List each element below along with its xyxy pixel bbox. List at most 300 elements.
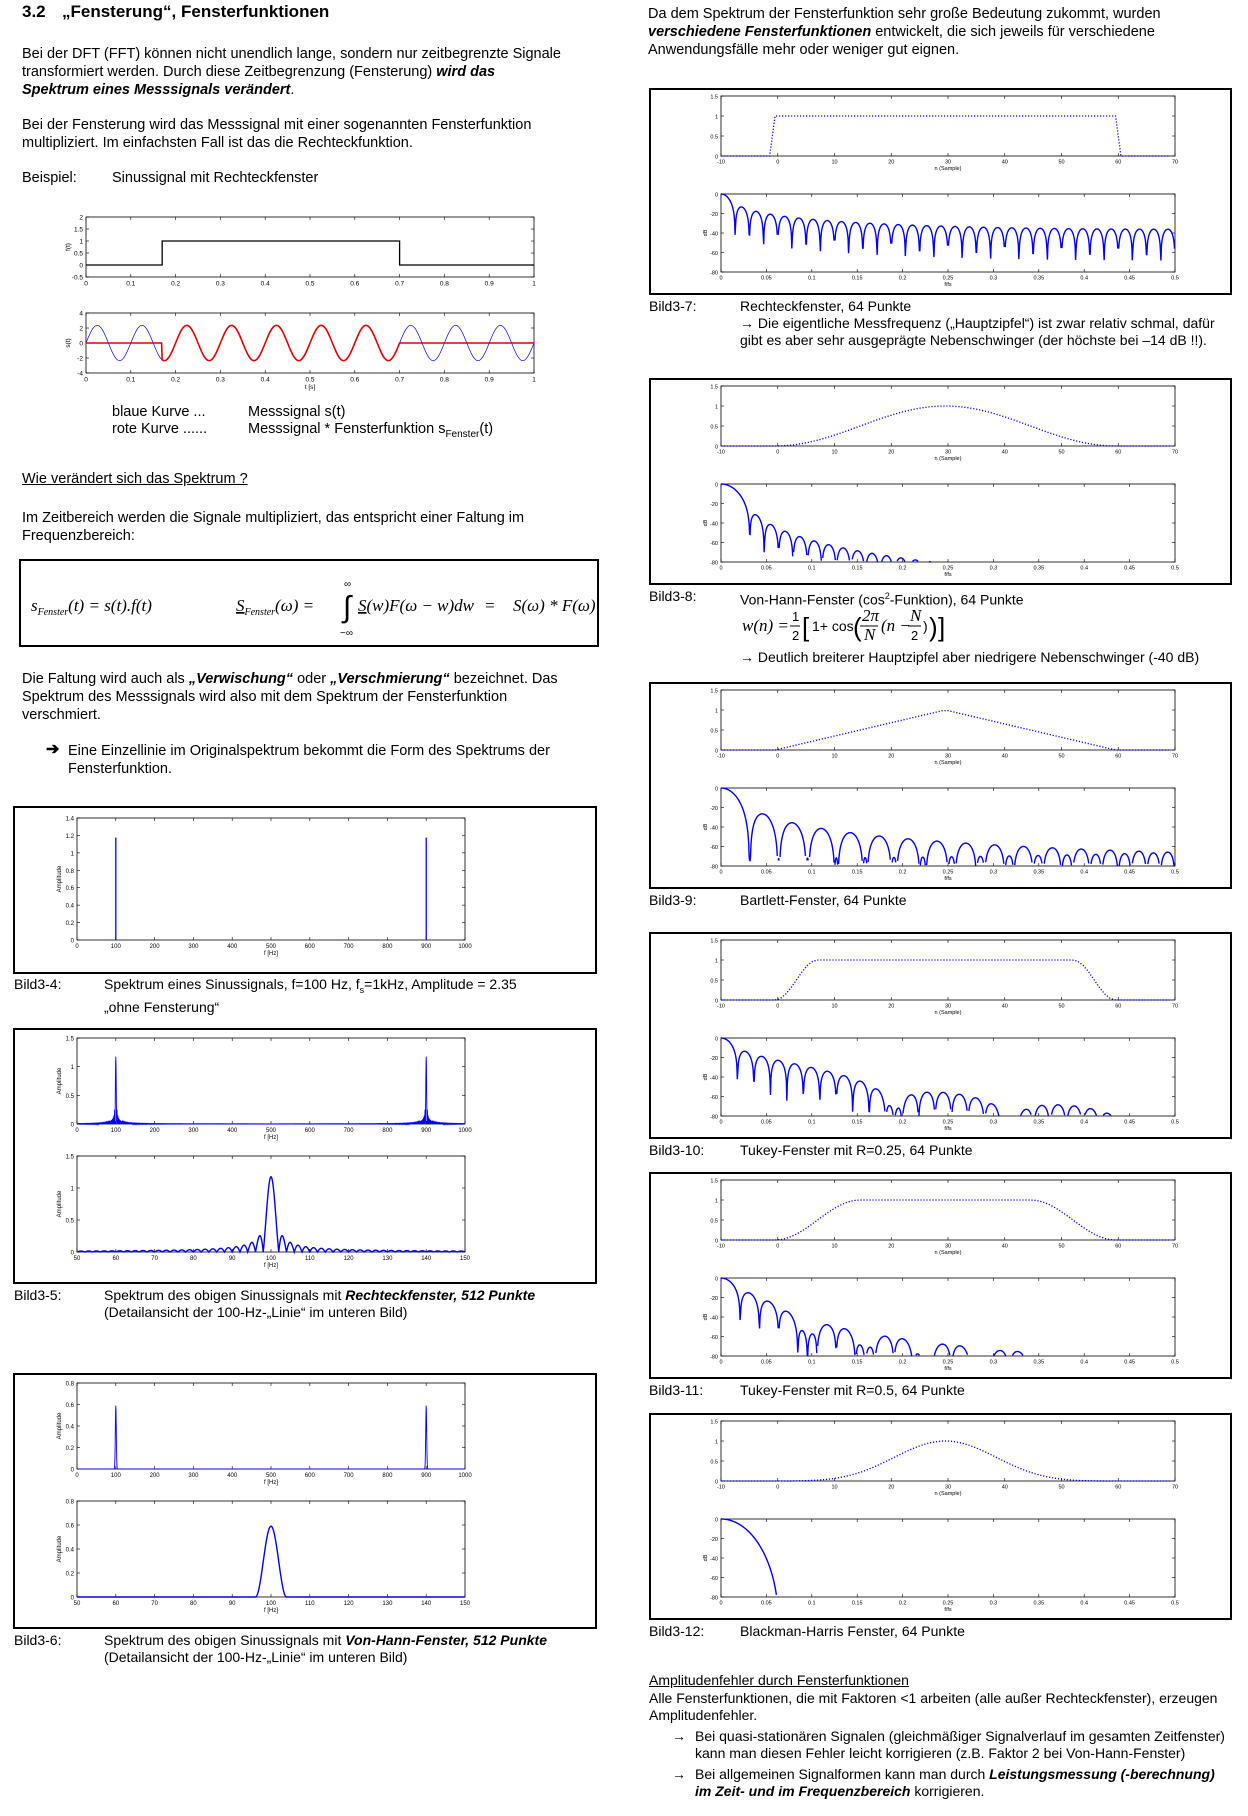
figure-bild3-11 xyxy=(649,1172,1232,1379)
bracket-right: ] xyxy=(938,612,946,642)
text-span: oder xyxy=(293,671,331,687)
x-tick-label: 0.45 xyxy=(1124,1359,1135,1366)
figure-bild3-9 xyxy=(649,682,1232,889)
x-axis-label: n (Sample) xyxy=(934,166,962,172)
x-tick-label: 0 xyxy=(776,1243,780,1250)
x-tick-label: 30 xyxy=(944,753,952,760)
x-tick-label: 1000 xyxy=(458,944,472,950)
text-span: bezeichnet. Das xyxy=(449,671,558,687)
y-tick-label: -4 xyxy=(77,370,83,378)
amp-bullet-1 xyxy=(695,1728,1240,1762)
x-tick-label: 110 xyxy=(305,1601,315,1607)
y-tick-label: 0.5 xyxy=(65,1218,74,1225)
x-tick-label: 70 xyxy=(1171,1243,1179,1250)
y-tick-label: -80 xyxy=(710,1354,718,1361)
plot-frame xyxy=(721,484,1175,562)
x-tick-label: 10 xyxy=(831,1243,838,1250)
y-tick-label: 0 xyxy=(70,1467,74,1474)
x-tick-label: 600 xyxy=(304,944,315,950)
y-tick-label: -60 xyxy=(710,251,718,257)
text-span: korrigieren. xyxy=(910,1783,985,1799)
x-axis-label: n (Sample) xyxy=(934,1010,962,1016)
y-tick-label: -60 xyxy=(710,1095,718,1101)
emphasis: Von-Hann-Fenster, 512 Punkte xyxy=(345,1632,547,1648)
legend-blue-desc: Messsignal s(t) xyxy=(248,404,346,420)
caption-number: Bild3-4: xyxy=(14,976,62,992)
caption-number: Bild3-9: xyxy=(649,892,697,908)
text-line: Fensterfunktion. xyxy=(68,761,172,777)
x-tick-label: 60 xyxy=(1115,1243,1122,1250)
y-tick-label: 0 xyxy=(714,1276,718,1283)
x-tick-label: 70 xyxy=(151,1256,158,1262)
x-tick-label: 70 xyxy=(1171,1484,1179,1491)
x-tick-label: 0.2 xyxy=(898,275,907,282)
legend-red: rote Kurve ...... xyxy=(112,421,208,437)
plot-frame xyxy=(721,1038,1175,1116)
x-tick-label: 130 xyxy=(382,1256,393,1262)
tukey-05-window-chart xyxy=(651,1174,1230,1377)
y-axis-label: dB xyxy=(703,519,709,527)
paren-right: ) xyxy=(929,612,938,642)
y-tick-label: 0 xyxy=(714,192,718,199)
y-tick-label: -80 xyxy=(710,864,718,871)
x-tick-label: 0.9 xyxy=(484,280,494,288)
formula-2pi: 2π xyxy=(862,606,880,625)
x-tick-label: 1000 xyxy=(458,1128,472,1134)
subscript: s xyxy=(359,984,365,995)
x-tick-label: 0.2 xyxy=(898,1359,907,1366)
x-tick-label: 0.45 xyxy=(1124,275,1135,282)
superscript: 2 xyxy=(884,591,890,601)
x-tick-label: 0.5 xyxy=(1171,1600,1179,1607)
text-span: Messsignal * Fensterfunktion s xyxy=(248,421,446,437)
y-tick-label: 2 xyxy=(79,325,83,333)
x-tick-label: 0 xyxy=(719,565,723,572)
y-tick-label: 0 xyxy=(79,340,83,348)
x-tick-label: 0.4 xyxy=(260,376,270,384)
x-tick-label: 0.05 xyxy=(761,869,772,876)
integral-upper: ∞ xyxy=(344,579,352,590)
x-axis-label: f/fs xyxy=(944,282,952,288)
text-line: Rechteckfenster, 64 Punkte xyxy=(740,298,912,314)
x-tick-label: 0.4 xyxy=(1080,1119,1089,1126)
bild3-5-chart xyxy=(15,1030,595,1282)
formula-cos: 1+ cos xyxy=(812,618,854,634)
plot-frame xyxy=(721,940,1175,1000)
x-tick-label: 0 xyxy=(776,1003,780,1010)
y-tick-label: -20 xyxy=(710,212,718,218)
plot-frame xyxy=(77,1383,465,1469)
text-line: Anwendungsfälle mehr oder weniger gut eignen. xyxy=(648,42,960,58)
emphasis: Leistungsmessung (-berechnung) xyxy=(989,1766,1215,1782)
x-tick-label: 50 xyxy=(1058,1243,1065,1250)
caption-number: Bild3-8: xyxy=(649,588,697,604)
x-tick-label: 0.5 xyxy=(1171,1119,1179,1126)
caption-bild3-8-note: → Deutlich breiterer Hauptzipfel aber niedrigere Nebenschwinger (-40 dB) xyxy=(740,649,1200,665)
emphasis: verschiedene Fensterfunktionen xyxy=(648,24,872,40)
x-tick-label: 0.2 xyxy=(898,1600,907,1607)
y-tick-label: -60 xyxy=(710,1335,718,1341)
x-axis-label: f [Hz] xyxy=(263,951,279,957)
hann-formula xyxy=(740,604,960,648)
x-axis-label: f/fs xyxy=(944,1366,952,1372)
x-tick-label: 50 xyxy=(1058,449,1065,456)
text-line: (Detailansicht der 100-Hz-„Linie“ im unteren Bild) xyxy=(104,1304,408,1320)
x-tick-label: 100 xyxy=(110,944,121,950)
formula-frac-num: 1 xyxy=(792,609,800,624)
x-tick-label: 0.35 xyxy=(1033,1600,1045,1607)
x-tick-label: 0.3 xyxy=(989,275,998,282)
x-axis-label: n (Sample) xyxy=(934,1491,962,1497)
formula-integrand: S(w)F(ω − w)dw xyxy=(358,596,475,615)
text-line: gibt es aber sehr ausgeprägte Nebenschwinger (der höchste bei –14 dB !!). xyxy=(740,332,1207,348)
y-tick-label: -40 xyxy=(710,1556,718,1563)
window-paragraph xyxy=(22,116,622,152)
x-tick-label: 50 xyxy=(73,1601,81,1607)
formula-n-minus: (n − xyxy=(881,616,911,635)
x-axis-label: f [Hz] xyxy=(263,1135,279,1141)
y-tick-label: 1.5 xyxy=(710,384,718,391)
x-tick-label: 20 xyxy=(888,1003,895,1010)
signal-plot xyxy=(65,311,536,392)
caption-number: Bild3-6: xyxy=(14,1632,62,1648)
x-tick-label: 0.1 xyxy=(126,280,136,288)
x-tick-label: 60 xyxy=(112,1601,120,1607)
x-tick-label: 30 xyxy=(944,449,952,456)
x-tick-label: 0.5 xyxy=(1171,869,1179,876)
x-tick-label: 60 xyxy=(1115,449,1122,456)
y-tick-label: 4 xyxy=(79,310,83,318)
example-chart xyxy=(60,205,560,391)
x-tick-label: 400 xyxy=(227,1128,238,1134)
text-line: → Die eigentliche Messfrequenz („Hauptzipfel“) ist zwar relativ schmal, dafür xyxy=(740,315,1215,331)
arrow-paragraph xyxy=(68,742,608,778)
y-tick-label: 0 xyxy=(714,482,718,489)
x-tick-label: 0.05 xyxy=(761,1119,772,1126)
y-tick-label: -80 xyxy=(710,560,718,567)
x-axis-label: n (Sample) xyxy=(934,1250,962,1256)
y-tick-label: 1.5 xyxy=(710,1419,718,1426)
text-line: Amplitudenfehler. xyxy=(649,1707,758,1723)
x-tick-label: 100 xyxy=(110,1473,121,1479)
x-tick-label: 500 xyxy=(265,1473,277,1479)
x-tick-label: 0.45 xyxy=(1124,869,1135,876)
y-tick-label: 0.6 xyxy=(65,1403,74,1409)
plot-frame xyxy=(77,1156,465,1252)
formula-frac-den: 2 xyxy=(792,628,800,643)
x-tick-label: 40 xyxy=(1001,1243,1008,1250)
y-axis-label: f(t) xyxy=(65,243,72,251)
formula-right-lhs: $S_{Fenster}(\omega)$ = xyxy=(236,596,315,618)
x-tick-label: 700 xyxy=(343,1128,354,1134)
x-tick-label: 0.8 xyxy=(439,376,449,384)
y-tick-label: -20 xyxy=(710,1537,718,1543)
x-tick-label: 0.5 xyxy=(1171,565,1179,572)
text-span: -Funktion), 64 Punkte xyxy=(889,591,1024,608)
x-tick-label: 70 xyxy=(151,1601,158,1607)
x-tick-label: 0 xyxy=(719,1359,723,1366)
intro-paragraph xyxy=(22,45,622,99)
integral-lower: −∞ xyxy=(340,628,353,639)
plot-frame xyxy=(721,1519,1175,1597)
x-tick-label: 0.2 xyxy=(898,565,907,572)
y-tick-label: -40 xyxy=(710,825,718,832)
x-tick-label: 200 xyxy=(149,1473,160,1479)
x-tick-label: 0.1 xyxy=(807,1359,816,1366)
text-line: Im Zeitbereich werden die Signale multipliziert, das entspricht einer Faltung im xyxy=(22,510,525,526)
figure-bild3-6 xyxy=(13,1373,597,1629)
text-span: Von-Hann-Fenster (cos xyxy=(740,591,885,608)
x-tick-label: 40 xyxy=(1001,449,1008,456)
x-tick-label: 1 xyxy=(532,376,536,384)
plot-frame xyxy=(721,1421,1175,1481)
y-tick-label: 0.4 xyxy=(65,1424,74,1431)
y-tick-label: 0 xyxy=(714,154,718,161)
x-tick-label: 0.35 xyxy=(1033,1119,1045,1126)
figure-bild3-12 xyxy=(649,1413,1232,1620)
text-span: Die Faltung wird auch als xyxy=(22,671,189,687)
formula-N2: N xyxy=(910,606,922,625)
x-tick-label: 10 xyxy=(831,753,838,760)
y-tick-label: -20 xyxy=(710,806,718,812)
bild3-4-chart xyxy=(15,808,595,972)
x-tick-label: 0.4 xyxy=(260,280,270,288)
x-tick-label: 800 xyxy=(382,944,393,950)
caption-bild3-4 xyxy=(104,976,604,1016)
y-tick-label: -40 xyxy=(710,231,718,238)
y-axis-label: Amplitude xyxy=(57,1412,63,1440)
x-tick-label: 0.4 xyxy=(1080,565,1089,572)
text-span: entwickelt, die sich jeweils für verschiedene xyxy=(871,24,1155,40)
x-tick-label: 0.1 xyxy=(807,1119,816,1126)
y-tick-label: 0.5 xyxy=(710,1218,718,1225)
x-tick-label: 1000 xyxy=(458,1473,472,1479)
x-tick-label: 0.05 xyxy=(761,1359,772,1366)
y-tick-label: 1.5 xyxy=(65,1036,74,1043)
y-tick-label: -60 xyxy=(710,845,718,851)
y-tick-label: -20 xyxy=(710,502,718,508)
caption-number: Bild3-10: xyxy=(649,1142,705,1158)
y-axis-label: dB xyxy=(703,1554,709,1562)
x-tick-label: 10 xyxy=(831,1484,838,1491)
x-tick-label: 0.35 xyxy=(1033,1359,1045,1366)
y-tick-label: 1 xyxy=(714,1439,718,1446)
x-tick-label: 0.5 xyxy=(305,376,315,384)
amp-bullet-2 xyxy=(695,1766,1240,1800)
x-tick-label: -10 xyxy=(717,449,725,456)
y-tick-label: 0 xyxy=(70,1250,74,1257)
text-span: Spektrum des obigen Sinussignals mit xyxy=(104,1287,346,1303)
x-tick-label: 0.25 xyxy=(942,275,954,282)
x-tick-label: -10 xyxy=(717,1003,725,1010)
x-tick-label: 0 xyxy=(776,753,780,760)
y-axis-label: Amplitude xyxy=(57,1535,63,1563)
bartlett-window-chart xyxy=(651,684,1230,887)
y-tick-label: 1 xyxy=(70,1186,74,1193)
x-tick-label: 0.9 xyxy=(484,376,494,384)
x-tick-label: 90 xyxy=(228,1601,236,1607)
y-tick-label: 0.8 xyxy=(65,1499,74,1506)
integral-sign: ∫ xyxy=(343,591,352,624)
x-tick-label: 0.1 xyxy=(126,376,136,384)
x-tick-label: 300 xyxy=(188,1128,199,1134)
y-tick-label: 0 xyxy=(714,1517,718,1524)
caption-bild3-12: Blackman-Harris Fenster, 64 Punkte xyxy=(740,1623,965,1639)
formula-equals: = xyxy=(484,596,496,615)
formula-box xyxy=(19,559,599,647)
text-span: . xyxy=(290,82,295,98)
x-tick-label: 10 xyxy=(831,159,838,166)
example-text: Sinussignal mit Rechteckfenster xyxy=(112,170,319,186)
convolution-paragraph xyxy=(22,509,622,545)
y-tick-label: 1.2 xyxy=(65,833,74,840)
x-tick-label: 0 xyxy=(75,1473,79,1479)
x-tick-label: 70 xyxy=(1171,159,1179,166)
x-tick-label: 0.25 xyxy=(942,565,954,572)
x-tick-label: 130 xyxy=(382,1601,393,1607)
y-tick-label: 2 xyxy=(79,214,83,222)
x-tick-label: 0.15 xyxy=(851,869,863,876)
y-tick-label: -40 xyxy=(710,521,718,528)
x-tick-label: 0.3 xyxy=(215,280,225,288)
figure-bild3-8 xyxy=(649,378,1232,585)
x-tick-label: 0.1 xyxy=(807,565,816,572)
x-tick-label: 0 xyxy=(719,1119,723,1126)
plot-frame xyxy=(721,788,1175,866)
x-tick-label: 0.5 xyxy=(1171,275,1179,282)
y-axis-label: Amplitude xyxy=(57,865,63,893)
x-tick-label: 60 xyxy=(1115,1003,1122,1010)
x-tick-label: 300 xyxy=(188,1473,199,1479)
x-axis-label: f/fs xyxy=(944,572,952,578)
y-tick-label: 0.5 xyxy=(710,134,718,141)
y-tick-label: 0 xyxy=(714,786,718,793)
x-tick-label: 0 xyxy=(719,1600,723,1607)
x-tick-label: 0.15 xyxy=(851,1359,863,1366)
x-tick-label: 0.6 xyxy=(350,280,360,288)
text-line: Frequenzbereich: xyxy=(22,528,135,544)
x-tick-label: 0.7 xyxy=(395,376,405,384)
x-axis-label: f [Hz] xyxy=(263,1608,279,1614)
text-line: multipliziert. Im einfachsten Fall ist das die Rechteckfunktion. xyxy=(22,135,413,151)
subscript: Fenster xyxy=(445,428,480,440)
x-axis-label: f/fs xyxy=(944,1607,952,1613)
y-tick-label: 0.5 xyxy=(710,978,718,985)
emphasis: „Verschmierung“ xyxy=(330,671,450,687)
caption-bild3-6 xyxy=(104,1632,604,1666)
x-tick-label: 30 xyxy=(944,1243,952,1250)
window-plot xyxy=(65,215,536,288)
formula-convolution: S(ω) * F(ω) xyxy=(513,596,596,615)
x-tick-label: 70 xyxy=(1171,449,1179,456)
plot-frame xyxy=(77,818,465,940)
x-tick-label: 150 xyxy=(459,1601,471,1607)
y-tick-label: 0.5 xyxy=(73,250,83,258)
y-tick-label: 0.5 xyxy=(710,424,718,431)
x-tick-label: 900 xyxy=(421,1473,432,1479)
y-tick-label: 0 xyxy=(714,998,718,1005)
x-tick-label: 0.5 xyxy=(1171,1359,1179,1366)
x-tick-label: 300 xyxy=(188,944,199,950)
x-tick-label: 0.1 xyxy=(807,275,816,282)
y-tick-label: 0.8 xyxy=(65,1381,74,1388)
x-tick-label: 140 xyxy=(421,1601,432,1607)
figure-bild3-4 xyxy=(13,806,597,974)
example-label: Beispiel: xyxy=(22,170,77,186)
right-intro xyxy=(648,5,1238,59)
legend-red-desc xyxy=(248,420,493,444)
x-tick-label: 700 xyxy=(343,944,354,950)
arrow-icon: → xyxy=(672,1728,686,1744)
plot-frame xyxy=(721,1278,1175,1356)
y-tick-label: -0.5 xyxy=(71,274,83,282)
y-axis-label: dB xyxy=(703,823,709,831)
x-tick-label: 0 xyxy=(719,275,723,282)
caption-bild3-10: Tukey-Fenster mit R=0.25, 64 Punkte xyxy=(740,1142,973,1158)
y-axis-label: dB xyxy=(703,1073,709,1081)
text-line: „ohne Fensterung“ xyxy=(104,998,220,1015)
text-line: Bei quasi-stationären Signalen (gleichmäßiger Signalverlauf im gesamten Zeitfenster) xyxy=(695,1728,1225,1744)
x-tick-label: 0.15 xyxy=(851,1600,863,1607)
emphasis: im Zeit- und im Frequenzbereich xyxy=(695,1783,911,1799)
x-tick-label: 40 xyxy=(1001,1484,1008,1491)
text-line: Bei der DFT (FFT) können nicht unendlich lange, sondern nur zeitbegrenzte Signale xyxy=(22,46,561,62)
x-tick-label: 400 xyxy=(227,1473,238,1479)
x-tick-label: 20 xyxy=(888,1484,895,1491)
x-tick-label: 60 xyxy=(112,1256,120,1262)
x-tick-label: 0.4 xyxy=(1080,1359,1089,1366)
x-tick-label: 0.3 xyxy=(989,565,998,572)
x-tick-label: 0.4 xyxy=(1080,869,1089,876)
x-tick-label: 100 xyxy=(110,1128,121,1134)
caption-bild3-9: Bartlett-Fenster, 64 Punkte xyxy=(740,892,907,908)
arrow-icon: ➔ xyxy=(46,741,60,758)
text-span: Spektrum des obigen Sinussignals mit xyxy=(104,1632,346,1648)
formula-close: ) xyxy=(923,618,928,634)
x-axis-label: f [Hz] xyxy=(263,1263,279,1269)
x-tick-label: -10 xyxy=(717,1243,725,1250)
x-tick-label: 20 xyxy=(888,159,895,166)
x-tick-label: 600 xyxy=(304,1473,315,1479)
x-tick-label: 0.25 xyxy=(942,1119,954,1126)
y-axis-label: dB xyxy=(703,1313,709,1321)
x-axis-label: n (Sample) xyxy=(934,760,962,766)
y-tick-label: 0.4 xyxy=(65,903,74,910)
x-tick-label: 20 xyxy=(888,1243,895,1250)
x-tick-label: 500 xyxy=(265,1128,277,1134)
y-tick-label: -40 xyxy=(710,1075,718,1082)
x-tick-label: 0.25 xyxy=(942,1600,954,1607)
y-tick-label: -40 xyxy=(710,1315,718,1322)
x-tick-label: 0 xyxy=(719,869,723,876)
y-axis-label: Amplitude xyxy=(57,1067,63,1095)
x-tick-label: 0.2 xyxy=(898,869,907,876)
x-tick-label: 40 xyxy=(1001,1003,1008,1010)
x-tick-label: -10 xyxy=(717,1484,725,1491)
y-tick-label: 0.2 xyxy=(65,1571,74,1578)
y-tick-label: -60 xyxy=(710,1576,718,1582)
y-tick-label: 1 xyxy=(714,958,718,965)
y-tick-label: -80 xyxy=(710,270,718,277)
x-tick-label: 0.4 xyxy=(1080,275,1089,282)
smear-paragraph xyxy=(22,670,622,724)
x-tick-label: 40 xyxy=(1001,753,1008,760)
formula xyxy=(21,561,597,645)
x-tick-label: 0.35 xyxy=(1033,275,1045,282)
x-tick-label: 0.45 xyxy=(1124,565,1135,572)
y-tick-label: 1.5 xyxy=(65,1154,74,1161)
x-tick-label: 200 xyxy=(149,1128,160,1134)
